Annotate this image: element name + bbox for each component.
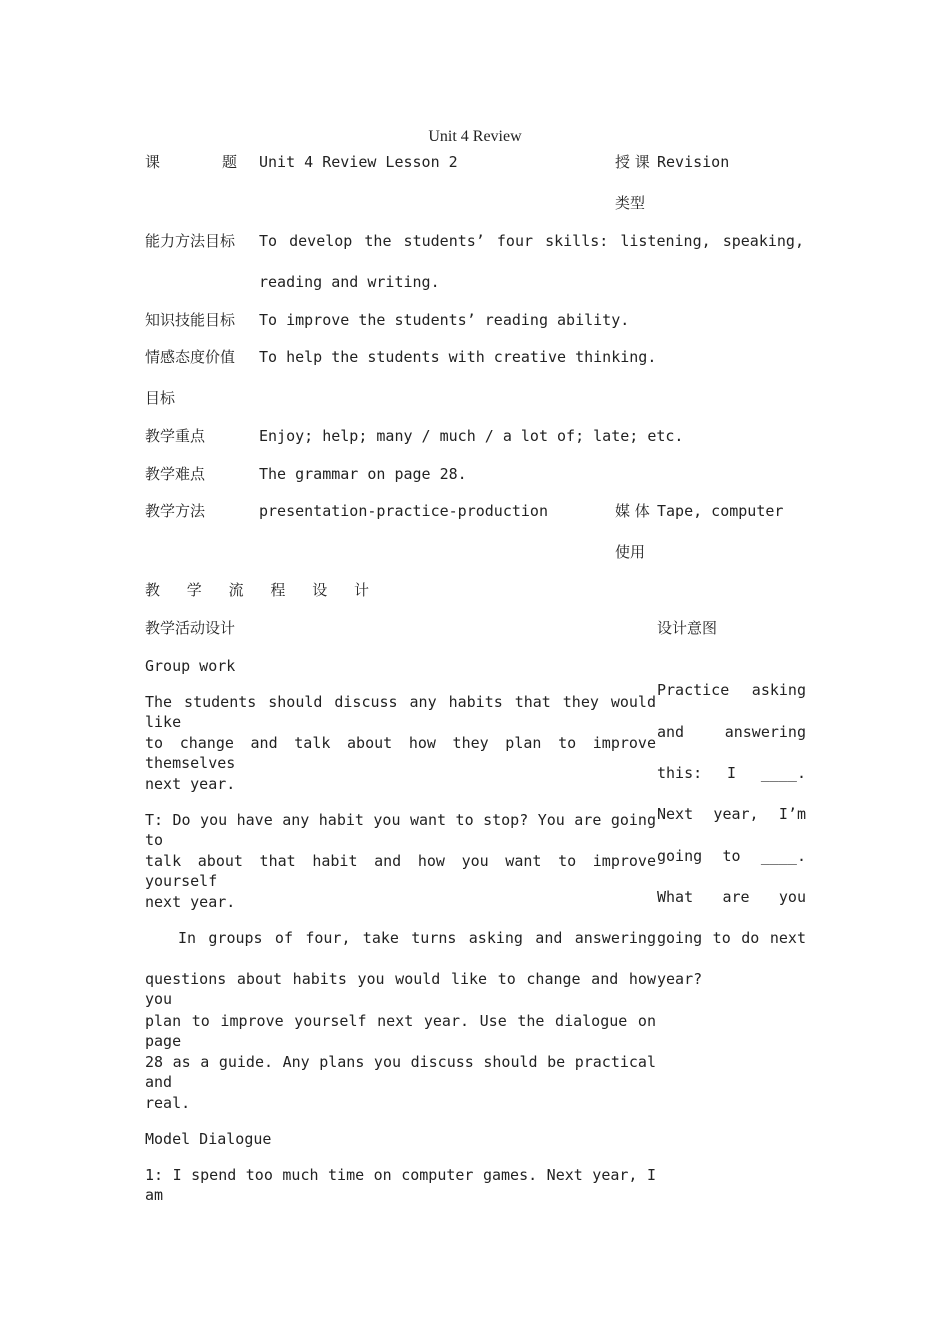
model-dialogue-heading: Model Dialogue bbox=[145, 1130, 272, 1148]
left-line: T: Do you have any habit you want to stop? You are going to bbox=[145, 811, 656, 849]
emotion-label: 情感态度价值 bbox=[145, 348, 236, 366]
media-label-2: 使用 bbox=[615, 543, 646, 561]
right-line: this: I ____. bbox=[657, 764, 806, 782]
left-line: real. bbox=[145, 1094, 191, 1112]
media-label: 媒 体 bbox=[615, 502, 650, 520]
intent-heading: 设计意图 bbox=[657, 619, 718, 637]
ability-line-1: To develop the students’ four skills: listening, speaking, bbox=[259, 232, 804, 250]
left-line: In groups of four, take turns asking and answering bbox=[178, 929, 656, 947]
right-line: What are you bbox=[657, 888, 806, 906]
emotion-value: To help the students with creative thinking. bbox=[259, 348, 657, 366]
left-line: 1: I spend too much time on computer games. Next year, I am bbox=[145, 1166, 656, 1204]
ability-label: 能力方法目标 bbox=[145, 232, 236, 250]
group-work-heading: Group work bbox=[145, 657, 236, 675]
lesson-type-label-2: 类型 bbox=[615, 194, 646, 212]
lesson-type-value: Revision bbox=[657, 153, 730, 171]
right-line: Next year, I’m bbox=[657, 805, 806, 823]
left-line: The students should discuss any habits that they would like bbox=[145, 693, 656, 731]
emotion-label-2: 目标 bbox=[145, 389, 176, 407]
method-label: 教学方法 bbox=[145, 502, 206, 520]
topic-label: 课 题 bbox=[145, 153, 237, 171]
right-line: going to do next bbox=[657, 929, 806, 947]
left-line: to change and talk about how they plan to improve themselves bbox=[145, 734, 656, 772]
right-line: year? bbox=[657, 970, 703, 988]
document-title: Unit 4 Review bbox=[428, 128, 522, 145]
media-value: Tape, computer bbox=[657, 502, 784, 520]
ability-line-2: reading and writing. bbox=[259, 273, 440, 291]
key-points-value: Enjoy; help; many / much / a lot of; late; etc. bbox=[259, 427, 684, 445]
activity-heading: 教学活动设计 bbox=[145, 619, 236, 637]
flow-heading: 教 学 流 程 设 计 bbox=[145, 581, 369, 599]
right-line: going to ____. bbox=[657, 847, 806, 865]
left-line: next year. bbox=[145, 893, 236, 911]
key-points-label: 教学重点 bbox=[145, 427, 206, 445]
knowledge-label: 知识技能目标 bbox=[145, 311, 236, 329]
left-line: questions about habits you would like to change and how you bbox=[145, 970, 656, 1008]
lesson-type-label: 授 课 bbox=[615, 153, 650, 171]
difficulty-value: The grammar on page 28. bbox=[259, 465, 467, 483]
left-line: talk about that habit and how you want to improve yourself bbox=[145, 852, 656, 890]
right-line: and answering bbox=[657, 723, 806, 741]
left-line: plan to improve yourself next year. Use the dialogue on page bbox=[145, 1012, 656, 1050]
left-line: 28 as a guide. Any plans you discuss should be practical and bbox=[145, 1053, 656, 1091]
knowledge-value: To improve the students’ reading ability. bbox=[259, 311, 630, 329]
difficulty-label: 教学难点 bbox=[145, 465, 206, 483]
left-line: next year. bbox=[145, 775, 236, 793]
right-line: Practice asking bbox=[657, 681, 806, 699]
method-value: presentation-practice-production bbox=[259, 502, 548, 520]
topic-value: Unit 4 Review Lesson 2 bbox=[259, 153, 458, 171]
